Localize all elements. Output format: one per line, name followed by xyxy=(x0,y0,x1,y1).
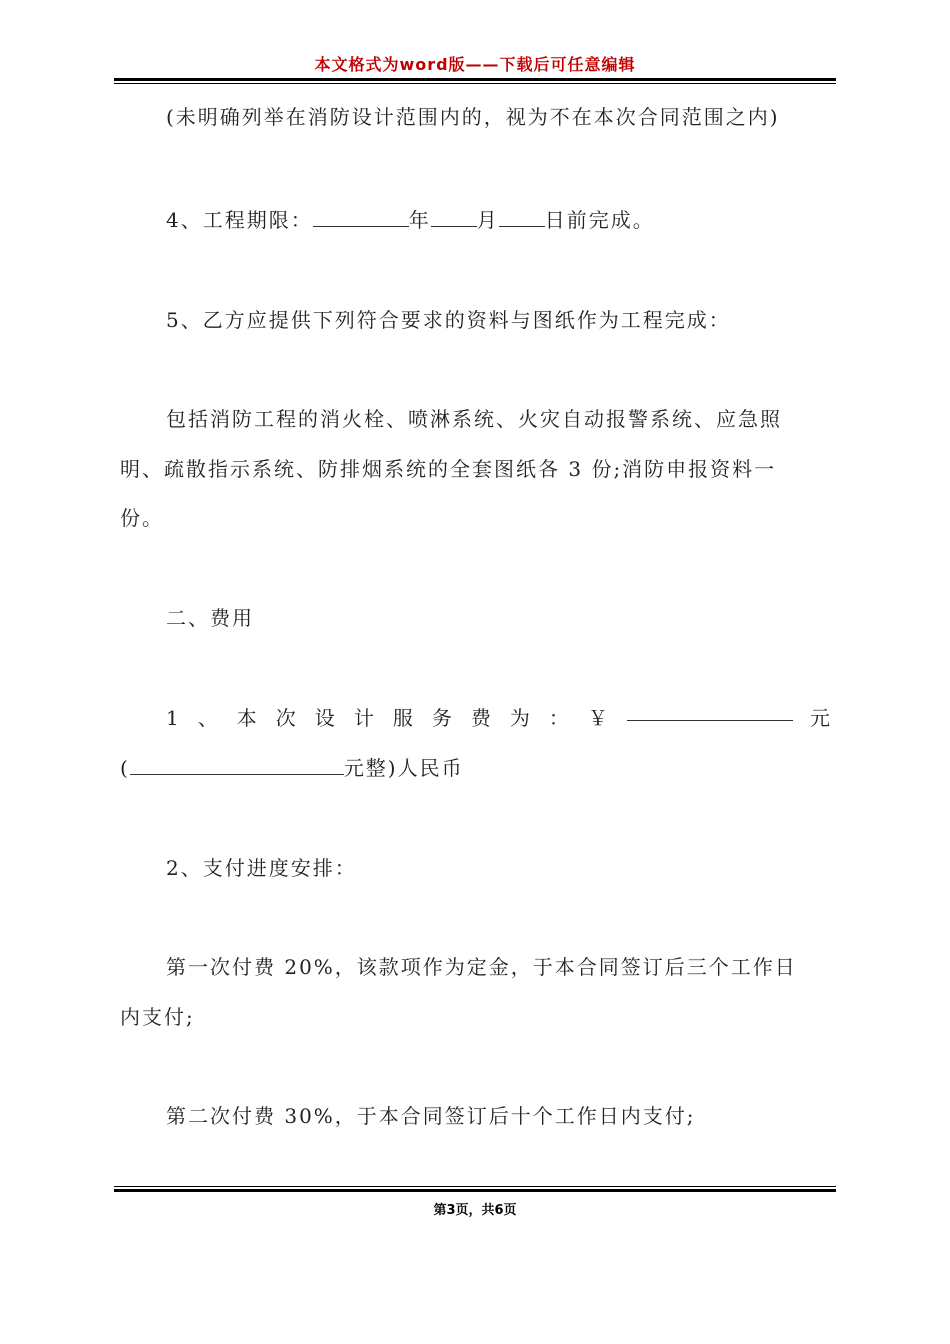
header-rule-thin xyxy=(114,83,836,84)
currency-unit: 元 xyxy=(809,706,832,730)
paragraph-drawings-line3: 份。 xyxy=(120,506,164,530)
amount-blank xyxy=(627,694,793,721)
amount-words-blank xyxy=(130,748,344,775)
deadline-prefix: 4、工程期限： xyxy=(166,208,313,232)
month-blank xyxy=(431,200,477,227)
fee-char: 费 xyxy=(470,706,493,730)
paragraph-design-fee-line1 xyxy=(166,694,832,742)
month-label: 月 xyxy=(476,208,499,232)
fee-char: 计 xyxy=(353,706,376,730)
paragraph-first-payment-line2: 内支付; xyxy=(120,1005,195,1029)
paragraph-drawings-line2: 明、疏散指示系统、防排烟系统的全套图纸各 3 份;消防申报资料一 xyxy=(120,457,777,481)
paragraph-scope-note: (未明确列举在消防设计范围内的，视为不在本次合同范围之内) xyxy=(166,105,780,129)
page-number: 第3页，共6页 xyxy=(433,1203,517,1218)
fee-char: 设 xyxy=(314,706,337,730)
fee-char: 本 xyxy=(236,706,259,730)
fee-char: 服 xyxy=(392,706,415,730)
section-heading-fees: 二、费用 xyxy=(166,606,254,630)
paragraph-payment-schedule: 2、支付进度安排： xyxy=(166,856,357,880)
year-blank xyxy=(313,200,409,227)
footer-rule-thin xyxy=(114,1186,836,1187)
fee-char: 务 xyxy=(431,706,454,730)
footer-rule-thick xyxy=(114,1189,836,1192)
fee-char: 次 xyxy=(275,706,298,730)
header-title: 本文格式为word版——下载后可任意编辑 xyxy=(314,55,636,74)
amount-words-suffix: 元整)人民币 xyxy=(343,756,464,780)
paragraph-design-fee-line2 xyxy=(120,744,832,792)
header-rule-thick xyxy=(114,78,836,81)
fee-char: 、 xyxy=(197,706,220,730)
open-paren: ( xyxy=(120,756,130,780)
fee-char: 为 xyxy=(509,706,532,730)
fee-char: 1 xyxy=(166,706,181,730)
paragraph-drawings-line1: 包括消防工程的消火栓、喷淋系统、火灾自动报警系统、应急照 xyxy=(166,407,782,431)
day-blank xyxy=(499,200,545,227)
paragraph-deliverables: 5、乙方应提供下列符合要求的资料与图纸作为工程完成： xyxy=(166,308,731,332)
deadline-suffix: 日前完成。 xyxy=(544,208,655,232)
paragraph-project-deadline xyxy=(166,196,832,244)
year-label: 年 xyxy=(408,208,431,232)
paragraph-second-payment: 第二次付费 30%，于本合同签订后十个工作日内支付; xyxy=(166,1104,696,1128)
fee-char: ： xyxy=(548,706,571,730)
paragraph-first-payment-line1: 第一次付费 20%，该款项作为定金，于本合同签订后三个工作日 xyxy=(166,955,797,979)
yen-symbol: ￥ xyxy=(587,706,610,730)
